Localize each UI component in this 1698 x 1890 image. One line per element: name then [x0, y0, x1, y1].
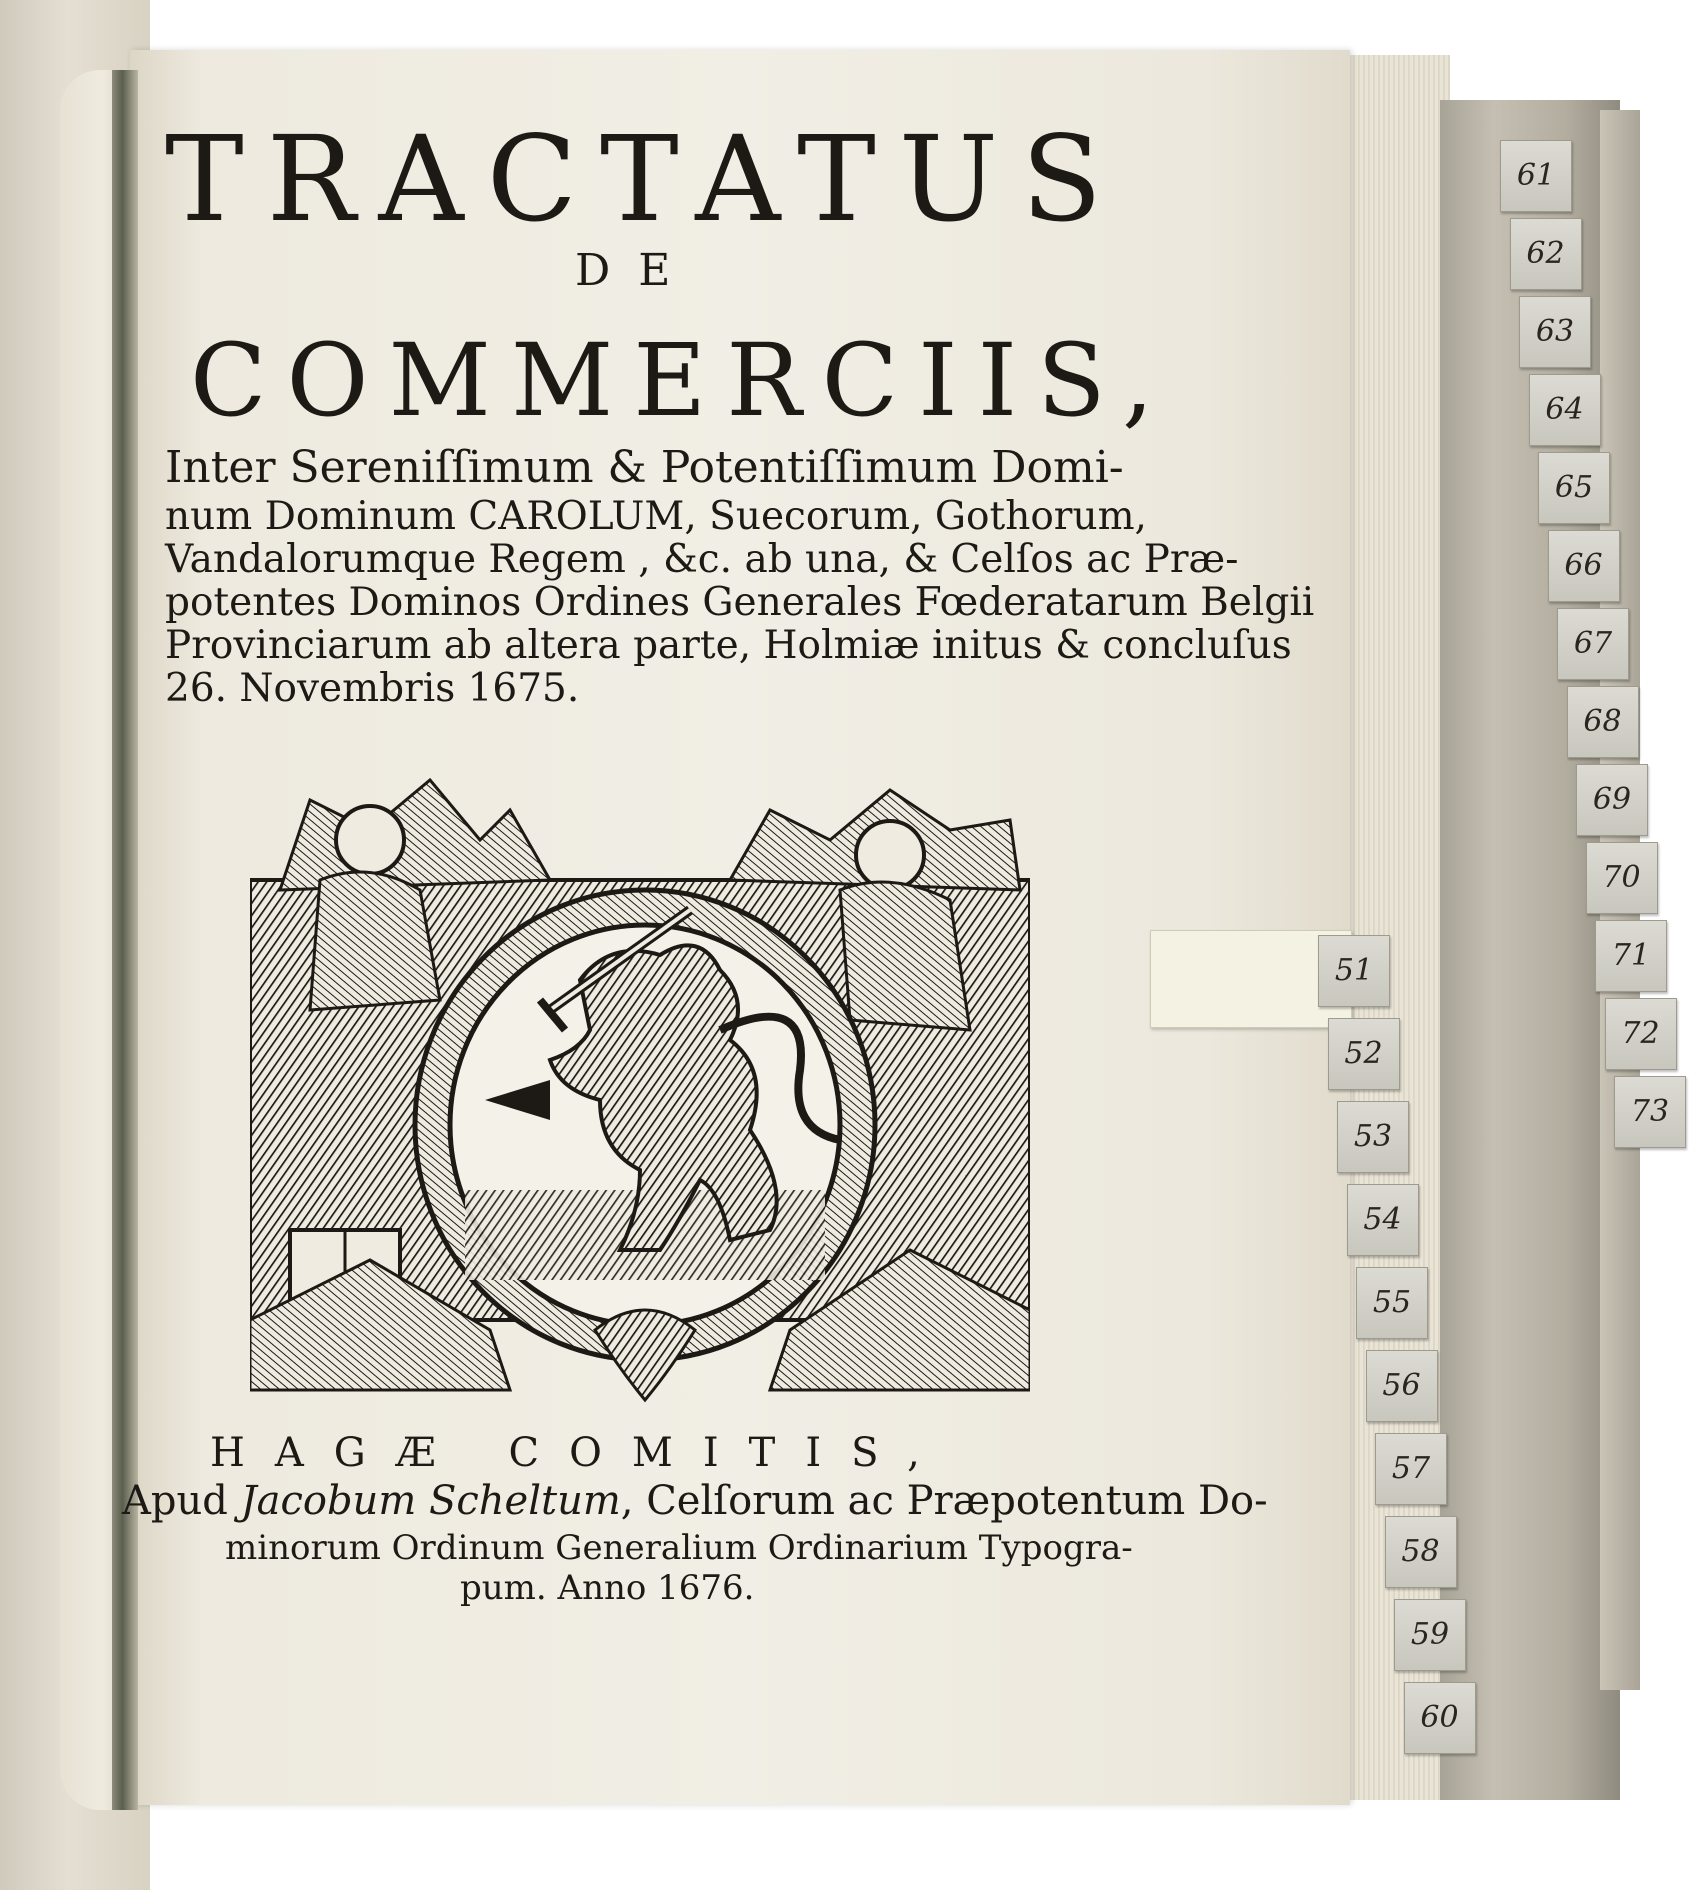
index-tab-65[interactable]: 65	[1538, 452, 1610, 524]
index-tab-56[interactable]: 56	[1366, 1350, 1438, 1422]
index-tab-68[interactable]: 68	[1567, 686, 1639, 758]
index-tab-64[interactable]: 64	[1529, 374, 1601, 446]
subtitle-line-5: Provinciarum ab altera parte, Holmiæ initus & concluſus	[165, 623, 1292, 668]
imprint-line2-rest: , Celſorum ac Præpotentum Do-	[620, 1478, 1268, 1524]
index-tab-63[interactable]: 63	[1519, 296, 1591, 368]
index-tab-54[interactable]: 54	[1347, 1184, 1419, 1256]
title-main: TRACTATUS	[165, 110, 1126, 248]
title-commerciis: COMMERCIIS,	[190, 322, 1174, 439]
index-tab-53[interactable]: 53	[1337, 1101, 1409, 1173]
imprint-apud: Apud	[122, 1478, 228, 1524]
imprint-line-3: minorum Ordinum Generalium Ordinarium Typogra-	[225, 1528, 1133, 1568]
woodcut-emblem-icon	[250, 770, 1030, 1410]
index-tab-57[interactable]: 57	[1375, 1433, 1447, 1505]
index-tab-51[interactable]: 51	[1318, 935, 1390, 1007]
title-de: DE	[575, 245, 699, 296]
index-tab-55[interactable]: 55	[1356, 1267, 1428, 1339]
gutter	[112, 70, 138, 1810]
index-tab-59[interactable]: 59	[1394, 1599, 1466, 1671]
imprint-printer: Jacobum Scheltum	[240, 1478, 621, 1524]
index-tab-69[interactable]: 69	[1576, 764, 1648, 836]
index-tab-62[interactable]: 62	[1510, 218, 1582, 290]
index-tab-70[interactable]: 70	[1586, 842, 1658, 914]
index-tab-73[interactable]: 73	[1614, 1076, 1686, 1148]
index-tab-52[interactable]: 52	[1328, 1018, 1400, 1090]
subtitle-line-2: num Dominum CAROLUM, Suecorum, Gothorum,	[165, 494, 1147, 539]
index-tab-58[interactable]: 58	[1385, 1516, 1457, 1588]
imprint-year: pum. Anno 1676.	[460, 1568, 755, 1608]
subtitle-line-6: 26. Novembris 1675.	[165, 666, 580, 711]
index-tab-71[interactable]: 71	[1595, 920, 1667, 992]
index-tab-61[interactable]: 61	[1500, 140, 1572, 212]
imprint-printer-line	[122, 1478, 1268, 1524]
subtitle-line-1: Inter Sereniſſimum & Potentiſſimum Domi-	[165, 442, 1124, 493]
imprint-place: HAGÆ COMITIS,	[210, 1430, 950, 1476]
index-tab-67[interactable]: 67	[1557, 608, 1629, 680]
subtitle-line-3: Vandalorumque Regem , &c. ab una, & Celſos ac Præ-	[165, 537, 1239, 582]
subtitle-line-4: potentes Dominos Ordines Generales Fœderatarum Belgii	[165, 580, 1315, 625]
index-tab-60[interactable]: 60	[1404, 1682, 1476, 1754]
index-tab-66[interactable]: 66	[1548, 530, 1620, 602]
index-tab-72[interactable]: 72	[1605, 998, 1677, 1070]
